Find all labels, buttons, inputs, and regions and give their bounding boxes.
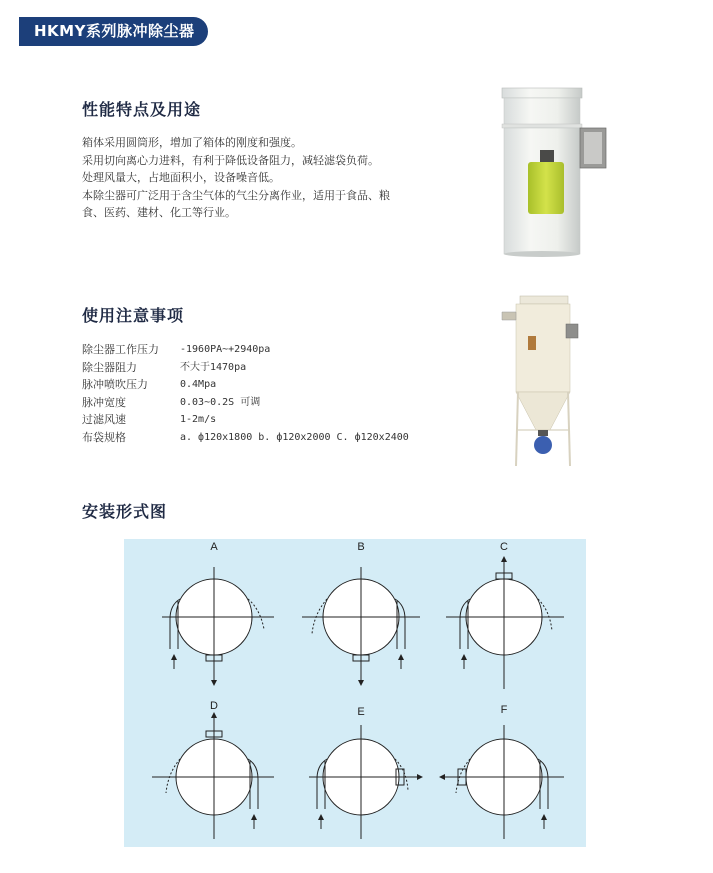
features-line: 处理风量大，占地面积小，设备噪音低。: [82, 171, 280, 184]
diagram-label-b: B: [357, 541, 365, 553]
features-line: 本除尘器可广泛用于含尘气体的气尘分离作业，适用于食品、粮: [82, 188, 390, 202]
page-title: HKMY系列脉冲除尘器: [22, 17, 208, 46]
diagram-label-c: C: [500, 541, 508, 553]
spec-value: 0.03~0.2S 可调: [180, 396, 261, 408]
diagram-d: [152, 715, 274, 839]
diagram-a: [162, 567, 274, 683]
spec-value: -1960PA~+2940pa: [180, 344, 271, 355]
spec-label: 脉冲喷吹压力: [82, 378, 148, 391]
spec-label: 除尘器阻力: [82, 360, 137, 374]
product-image-cylinder: [480, 80, 620, 265]
diagram-e: [309, 725, 420, 839]
installation-diagram-svg: [124, 539, 586, 847]
features-line: 食、医药、建材、化工等行业。: [82, 206, 236, 219]
spec-row: [82, 394, 409, 412]
features-line: 采用切向离心力进料，有利于降低设备阻力，减轻滤袋负荷。: [82, 153, 379, 167]
diagram-label-f: F: [500, 704, 508, 716]
product-image-hopper: [488, 290, 598, 470]
spec-row: [82, 411, 409, 429]
spec-row: [82, 376, 409, 394]
spec-value: 0.4Mpa: [180, 379, 217, 390]
notes-heading: 使用注意事项: [82, 306, 185, 325]
spec-value: 不大于1470pa: [180, 361, 247, 373]
spec-list: [82, 341, 409, 446]
diagram-label-a: A: [210, 541, 218, 553]
diagram-c: [446, 559, 564, 689]
features-line: 箱体采用圆筒形，增加了箱体的刚度和强度。: [82, 136, 302, 149]
install-heading: 安装形式图: [82, 502, 168, 521]
features-text: [82, 134, 422, 222]
spec-value: 1-2m/s: [180, 414, 217, 425]
spec-row: [82, 359, 409, 377]
spec-label: 脉冲宽度: [82, 395, 126, 409]
spec-row: [82, 429, 409, 447]
diagram-b: [302, 567, 420, 683]
spec-label: 过滤风速: [82, 413, 126, 426]
spec-label: 除尘器工作压力: [82, 343, 159, 356]
diagram-label-d: D: [210, 700, 218, 712]
diagram-label-e: E: [357, 706, 365, 718]
installation-diagram: [124, 539, 586, 847]
spec-value: a. ф120x1800 b. ф120x2000 C. ф120x2400: [180, 431, 409, 443]
diagram-f: [442, 725, 564, 839]
features-heading: 性能特点及用途: [82, 100, 202, 119]
spec-label: 布袋规格: [82, 430, 126, 444]
spec-row: [82, 341, 409, 359]
